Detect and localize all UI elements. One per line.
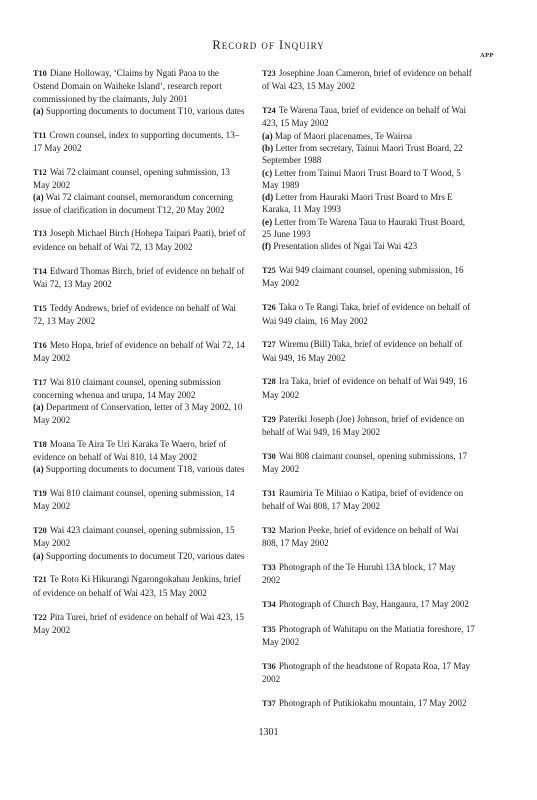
record-entry: [33, 166, 246, 216]
entry-text: Meto Hopa, brief of evidence on behalf of Wai 72, 14 May 2002: [33, 339, 245, 364]
entry-description: [262, 660, 475, 686]
entry-text: Moana Te Aira Te Uri Karaka Te Waero, brief of evidence on behalf of Wai 810, 14 May 2002: [33, 438, 227, 462]
entry-text: Te Warena Taua, brief of evidence on behalf of Wai 423, 15 May 2002: [262, 105, 466, 129]
document-code: T33: [262, 562, 276, 572]
sub-item-key: (a): [33, 402, 44, 413]
record-entry: [33, 67, 246, 117]
document-code: T20: [33, 526, 47, 536]
document-code: T26: [262, 303, 276, 313]
record-entry: [262, 375, 475, 401]
document-code: T21: [33, 575, 47, 585]
sub-item-key: (a): [33, 464, 44, 475]
entry-description: [262, 375, 475, 401]
record-entry: [33, 524, 246, 562]
document-code: T13: [33, 229, 47, 239]
sub-item-key: (e): [262, 216, 273, 227]
entry-text: Wai 72 claimant counsel, opening submission, 13 May 2002: [33, 166, 230, 191]
entry-description: [33, 611, 246, 637]
record-entry: [262, 450, 475, 476]
record-entry: [33, 129, 246, 155]
document-code: T24: [262, 106, 276, 116]
document-code: T10: [33, 69, 47, 78]
record-entry: [262, 524, 475, 550]
record-entry: [33, 487, 246, 513]
record-entry: [262, 487, 475, 513]
entry-description: [262, 524, 475, 550]
entry-sub-item: [262, 142, 475, 167]
entry-text: Wai 808 claimant counsel, opening submissions, 17 May 2002: [262, 450, 468, 474]
document-code: T37: [262, 698, 276, 708]
sub-item-key: (a): [33, 192, 44, 203]
entry-description: [262, 697, 475, 710]
record-entry: [262, 104, 475, 253]
entry-text: Joseph Michael Birch (Hohepa Taipari Paati), brief of evidence on behalf of Wai 72, 13 May 2002: [33, 228, 246, 252]
record-entry: [262, 264, 475, 290]
entry-text: Crown counsel, index to supporting documents, 13–17 May 2002: [33, 129, 240, 153]
entry-description: [33, 67, 246, 105]
entry-description: [262, 598, 475, 611]
record-entry: [262, 623, 475, 649]
entry-description: [33, 573, 246, 599]
document-code: T34: [262, 600, 276, 609]
document-code: T15: [33, 303, 47, 313]
document-code: T32: [262, 525, 276, 535]
record-entry: [33, 611, 246, 637]
entry-sub-item: [33, 401, 246, 426]
document-code: T30: [262, 451, 276, 461]
entry-text: Supporting documents to document T20, various dates: [45, 550, 245, 561]
record-entry: [33, 438, 246, 476]
entry-text: Supporting documents to document T18, various dates: [45, 464, 245, 475]
record-entry: [33, 376, 246, 426]
section-tag: APP: [480, 52, 494, 59]
entry-description: [262, 450, 475, 476]
document-code: T12: [33, 167, 47, 177]
entry-text: Presentation slides of Ngai Tai Wai 423: [273, 241, 418, 252]
entry-description: [262, 487, 475, 513]
left-column: [33, 67, 246, 648]
entry-text: Pateriki Joseph (Joe) Johnson, brief of evidence on behalf of Wai 949, 16 May 2002: [262, 413, 465, 437]
entry-text: Photograph of the headstone of Ropata Roa, 17 May 2002: [262, 660, 471, 685]
entry-text: Letter from secretary, Tainui Maori Trust Board, 22 September 1988: [262, 142, 463, 166]
entry-sub-item: [262, 130, 475, 142]
entry-text: Te Roto Ki Hikurangi Ngarongokahau Jenkins, brief of evidence on behalf of Wai 423, 15 May 2002: [33, 574, 241, 598]
record-entry: [33, 573, 246, 599]
record-entry: [262, 413, 475, 439]
document-code: T35: [262, 624, 276, 634]
entry-sub-item: [262, 216, 475, 241]
running-header-title: Record of Inquiry: [212, 38, 325, 52]
entry-text: Wai 810 claimant counsel, opening submission concerning whenua and urupa, 14 May 2002: [33, 376, 221, 401]
entry-text: Taka o Te Rangi Taka, brief of evidence on behalf of Wai 949 claim, 16 May 2002: [262, 302, 471, 326]
record-entry: [262, 561, 475, 587]
document-code: T19: [33, 488, 47, 498]
page-number: 1301: [258, 727, 279, 738]
entry-sub-item: [33, 550, 246, 562]
record-entry: [33, 339, 246, 365]
entry-description: [262, 264, 475, 290]
entry-description: [262, 301, 475, 327]
document-code: T31: [262, 488, 276, 498]
entry-text: Marion Peeke, brief of evidence on behalf of Wai 808, 17 May 2002: [262, 524, 459, 549]
entry-sub-item: [33, 191, 246, 216]
entry-text: Wiremu (Bill) Taka, brief of evidence on behalf of Wai 949, 16 May 2002: [262, 339, 463, 363]
sub-item-key: (b): [262, 142, 274, 153]
entry-description: [33, 227, 246, 253]
document-code: T11: [33, 130, 47, 140]
entry-description: [33, 265, 246, 291]
document-code: T22: [33, 612, 47, 622]
entry-description: [262, 338, 475, 364]
entry-sub-item: [262, 167, 475, 192]
document-code: T25: [262, 266, 276, 276]
document-code: T23: [262, 69, 276, 78]
entry-text: Pita Turei, brief of evidence on behalf of Wai 423, 15 May 2002: [33, 611, 244, 635]
entry-description: [33, 166, 246, 192]
document-code: T29: [262, 414, 276, 424]
entry-sub-item: [262, 240, 475, 252]
sub-item-key: (a): [262, 130, 273, 141]
entry-description: [262, 623, 475, 649]
record-entry: [262, 301, 475, 327]
sub-item-key: (a): [33, 550, 44, 561]
right-column: [262, 67, 475, 722]
entry-sub-item: [33, 463, 246, 475]
entry-text: Letter from Tainui Maori Trust Board to T Wood, 5 May 1989: [262, 167, 461, 190]
document-code: T36: [262, 661, 276, 671]
sub-item-key: (a): [33, 105, 44, 116]
entry-text: Wai 72 claimant counsel, memorandum concerning issue of clarification in document T12, 20 May 2002: [33, 192, 233, 215]
entry-text: Department of Conservation, letter of 3 May 2002, 10 May 2002: [33, 402, 243, 425]
record-entry: [262, 660, 475, 686]
entry-sub-item: [33, 105, 246, 117]
entry-text: Teddy Andrews, brief of evidence on behalf of Wai 72, 13 May 2002: [33, 302, 236, 326]
entry-text: Photograph of Church Bay, Hangaura, 17 May 2002: [278, 599, 469, 609]
entry-text: Photograph of Wahitapu on the Matiatia foreshore, 17 May 2002: [262, 623, 475, 648]
record-entry: [33, 302, 246, 328]
document-code: T18: [33, 439, 47, 449]
entry-description: [262, 104, 475, 130]
record-entry: [262, 598, 475, 611]
entry-text: Wai 810 claimant counsel, opening submission, 14 May 2002: [33, 487, 235, 512]
entry-text: Wai 949 claimant counsel, opening submission, 16 May 2002: [262, 265, 464, 289]
record-entry: [262, 67, 475, 93]
record-entry: [33, 227, 246, 253]
entry-description: [33, 129, 246, 155]
entry-text: Supporting documents to document T10, various dates: [45, 105, 245, 116]
entry-description: [33, 302, 246, 328]
entry-description: [33, 339, 246, 365]
entry-text: Diane Holloway, ‘Claims by Ngati Paoa to the Ostend Domain on Waiheke Island’, research report commissioned by the claimants, July 2001: [33, 68, 222, 104]
document-code: T17: [33, 377, 47, 387]
entry-text: Ira Taka, brief of evidence on behalf of Wai 949, 16 May 2002: [262, 376, 468, 400]
entry-text: Letter from Te Warena Taua to Hauraki Trust Board, 25 June 1993: [262, 216, 466, 240]
document-code: T14: [33, 266, 47, 276]
entry-description: [33, 487, 246, 513]
entry-description: [262, 413, 475, 439]
record-entry: [262, 338, 475, 364]
document-code: T27: [262, 340, 276, 350]
entry-text: Raumiria Te Mihiao o Katipa, brief of evidence on behalf of Wai 808, 17 May 2002: [262, 487, 464, 512]
entry-description: [262, 67, 475, 93]
entry-description: [33, 524, 246, 550]
entry-sub-item: [262, 191, 475, 216]
record-entry: [262, 697, 475, 710]
document-code: T16: [33, 340, 47, 350]
entry-description: [33, 376, 246, 402]
entry-description: [33, 438, 246, 464]
sub-item-key: (f): [262, 241, 272, 252]
entry-text: Map of Maori placenames, Te Wairoa: [274, 130, 413, 141]
entry-text: Josephine Joan Cameron, brief of evidence on behalf of Wai 423, 15 May 2002: [262, 68, 472, 92]
sub-item-key: (c): [262, 167, 273, 178]
entry-text: Photograph of the Te Huruhi 13A block, 17 May 2002: [262, 561, 456, 586]
entry-text: Edward Thomas Birch, brief of evidence on behalf of Wai 72, 13 May 2002: [33, 265, 245, 289]
entry-text: Wai 423 claimant counsel, opening submission, 15 May 2002: [33, 525, 235, 549]
entry-description: [262, 561, 475, 587]
entry-text: Letter from Hauraki Maori Trust Board to Mrs E Karaka, 11 May 1993: [262, 192, 453, 215]
sub-item-key: (d): [262, 192, 274, 203]
record-entry: [33, 265, 246, 291]
document-code: T28: [262, 377, 276, 387]
entry-text: Photograph of Putikiokahu mountain, 17 May 2002: [278, 697, 467, 708]
